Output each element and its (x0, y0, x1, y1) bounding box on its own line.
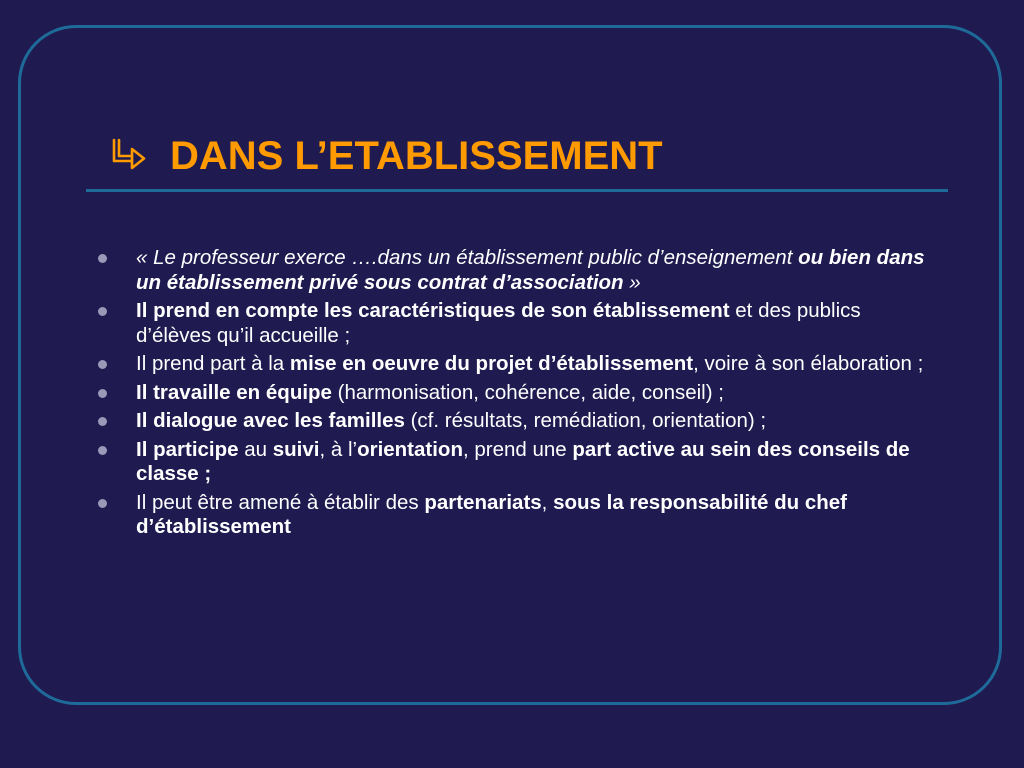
bullet-text-segment: part active au sein des conseils de classe ; (136, 437, 910, 485)
title-row (108, 128, 663, 184)
bullet-dot-icon (98, 360, 107, 369)
bullet-item (96, 299, 936, 348)
bullet-item (96, 409, 936, 434)
bullet-dot-icon (98, 307, 107, 316)
bullet-text-segment: , prend une (462, 437, 573, 461)
bullet-text-segment: Il dialogue avec les familles (136, 409, 405, 432)
bullet-item (96, 438, 936, 487)
bullet-text-segment: Il travaille en équipe (136, 380, 332, 404)
bullet-text-segment: Il prend en compte les caractéristiques de son établissement (136, 299, 730, 322)
bullet-item (96, 381, 936, 406)
bullet-text-segment: Il prend part à la (136, 352, 290, 375)
bullet-text-segment: « Le professeur exerce ….dans un établissement public d’enseignement (136, 246, 799, 269)
bullet-text-segment: et des publics d’élèves qu’il accueille ; (136, 299, 861, 347)
slide-title: DANS L’ETABLISSEMENT (170, 133, 663, 178)
bullet-dot-icon (98, 417, 107, 426)
bullet-text-segment: , (541, 490, 554, 514)
bullet-text-segment: mise en oeuvre du projet d’établissement (289, 352, 694, 375)
bullet-text-segment: sous la responsabilité du chef d’établissement (136, 490, 847, 538)
bullet-dot-icon (98, 499, 107, 508)
bullet-dot-icon (98, 446, 107, 455)
bullet-text-segment: ou bien dans un établissement privé sous contrat d’association (136, 246, 925, 294)
bullet-dot-icon (98, 389, 107, 398)
bullet-text-segment: au (238, 437, 273, 461)
bullet-text-segment: , à l’ (319, 437, 358, 461)
bullet-text-segment: (harmonisation, cohérence, aide, conseil) ; (331, 380, 724, 404)
bullet-text-segment: Il peut être amené à établir des (136, 490, 425, 514)
bullet-text-segment: suivi (272, 437, 320, 461)
hooked-arrow-right-icon (108, 135, 150, 177)
bullet-text-segment: (cf. résultats, remédiation, orientation) ; (404, 409, 767, 432)
bullet-text-segment: , voire à son élaboration ; (693, 352, 924, 375)
bullet-item (96, 246, 936, 295)
bullet-dot-icon (98, 254, 107, 263)
bullet-text-segment: Il participe (136, 437, 239, 461)
bullet-text-segment: » (623, 270, 641, 294)
bullet-item (96, 491, 936, 540)
title-divider (86, 189, 948, 192)
bullet-text-segment: orientation (357, 437, 463, 461)
bullet-list (96, 246, 936, 544)
bullet-item (96, 352, 936, 377)
bullet-text-segment: partenariats (424, 490, 542, 514)
